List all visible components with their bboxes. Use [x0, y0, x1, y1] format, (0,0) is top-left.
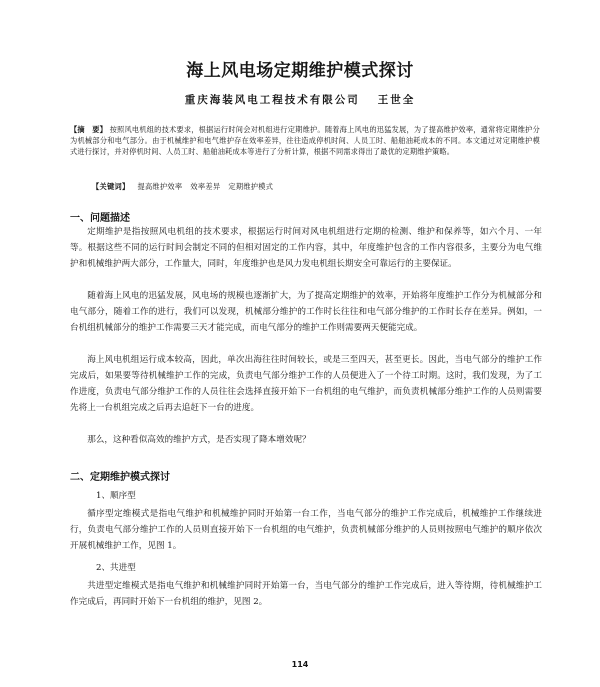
subsection-2-paragraph: 共进型定维模式是指电气维护和机械维护同时开始第一台，当电气部分的维护工作完成后，进入等待期，待机械维护工作完成后，再同时开始下一台机组的维护，见图 2。 — [70, 581, 542, 607]
abstract-label: 【摘 要】 — [70, 125, 108, 134]
keyword-3: 定期维护模式 — [228, 182, 274, 191]
subsection-1-paragraph: 循序型定维模式是指电气维护和机械维护同时开始第一台工作，当电气部分的维护工作完成后，机械维护工作继续进行，负责电气部分维护工作的人员则直接开始下一台机组的电气维护，负责机械部分维护的人员则按照电气维护的顺序依次开展机械维护工作，见图 1。 — [70, 509, 542, 551]
keywords — [92, 181, 532, 192]
paper-title: 海上风电场定期维护模式探讨 — [186, 61, 414, 81]
section-1-paragraph-2: 随着海上风电的迅猛发展，风电场的规模也逐渐扩大，为了提高定期维护的效率，开始将年度维护工作分为机械部分和电气部分，随着工作的进行，我们可以发现，机械部分维护的工作时长往往和电气部分维护的工作时长存在差异。例如，一台机组机械部分的维护工作需要三天才能完成，而电气部分的维护工作则需要两天便能完成。 — [70, 291, 542, 333]
abstract-text: 按照风电机组的技术要求，根据运行时间会对机组进行定期维护。随着海上风电的迅猛发展，为了提高维护效率，通常将定期维护分为机械部分和电气部分。由于机械维护和电气维护存在效率差异，往往造成停机时间、人员工时、船舶油耗成本的不同。本文通过对定期维护模式进行探讨，并对停机时间、人员工时、船舶油耗成本等进行了分析计算，根据不同需求得出了最优的定期维护策略。 — [70, 125, 540, 157]
section-1-paragraph-4: 那么，这种看似高效的维护方式，是否实现了降本增效呢？ — [87, 435, 311, 445]
section-heading-2: 二、定期维护模式探讨 — [70, 472, 170, 483]
author-affiliation: 重庆海装风电工程技术有限公司 — [184, 94, 360, 106]
page-number: 114 — [291, 660, 309, 669]
section-1-paragraph-1: 定期维护是指按照风电机组的技术要求，根据运行时间对风电机组进行定期的检测、维护和保养等，如六个月、一年等。根据这些不同的运行时间会制定不同的但相对固定的工作内容，其中，年度维护包含的工作内容很多，主要分为电气维护和机械维护两大部分，工作量大，同时，年度维护也是风力发电机组长期安全可靠运行的主要保证。 — [70, 227, 542, 269]
keyword-1: 提高维护效率 — [137, 182, 183, 191]
abstract — [70, 124, 540, 158]
subsection-heading-2: 2、共进型 — [96, 563, 136, 573]
author-line — [0, 92, 600, 107]
section-heading-1: 一、问题描述 — [70, 213, 130, 224]
author-name: 王世全 — [377, 94, 416, 106]
section-1-paragraph-3: 海上风电机组运行成本较高，因此，单次出海往往时间较长，或是三至四天，甚至更长。因此，当电气部分的维护工作完成后，如果要等待机械维护工作的完成，负责电气部分维护工作的人员便进入了一个待工时期。这时，我们发现，为了工作进度，负责电气部分维护工作的人员往往会选择直接开始下一台机组的电气维护，而负责机械部分维护工作的人员则需要先将上一台机组完成之后再去追赶下一台的进度。 — [70, 355, 542, 413]
subsection-heading-1: 1、顺序型 — [96, 491, 136, 501]
keyword-2: 效率差异 — [190, 182, 221, 191]
keywords-label: 【关键词】 — [92, 182, 130, 191]
